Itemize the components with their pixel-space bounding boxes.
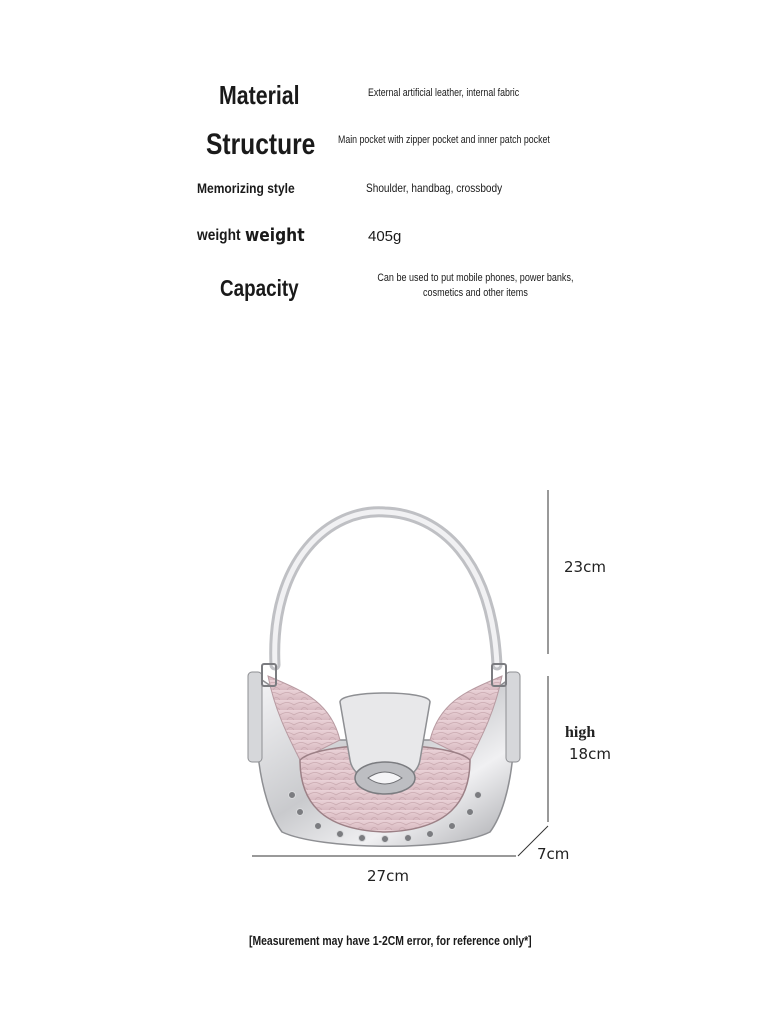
structure-value: Main pocket with zipper pocket and inner patch pocket	[338, 134, 550, 146]
dimension-body-height: 18cm	[569, 745, 611, 763]
dimension-depth: 7cm	[537, 845, 570, 863]
handbag-dimension-figure	[0, 480, 768, 900]
dimension-width: 27cm	[367, 867, 409, 885]
capacity-value: Can be used to put mobile phones, power banks, cosmetics and other items	[377, 272, 574, 299]
shoulder-strap	[275, 512, 497, 665]
style-label: Memorizing style	[197, 180, 295, 196]
weight-value: 405g	[368, 228, 402, 245]
structure-label: Structure	[206, 128, 316, 161]
dimension-body-height-label: high	[565, 724, 596, 741]
material-value: External artificial leather, internal fabric	[368, 87, 520, 99]
style-value: Shoulder, handbag, crossbody	[366, 181, 503, 195]
weight-label-bold: weight	[245, 225, 305, 246]
weight-label: weight	[197, 227, 241, 244]
capacity-label: Capacity	[220, 275, 299, 301]
material-label: Material	[219, 80, 300, 110]
dimension-total-height: 23cm	[564, 558, 606, 576]
measurement-note: [Measurement may have 1-2CM error, for reference only*]	[249, 933, 532, 948]
bag-body	[248, 664, 520, 846]
